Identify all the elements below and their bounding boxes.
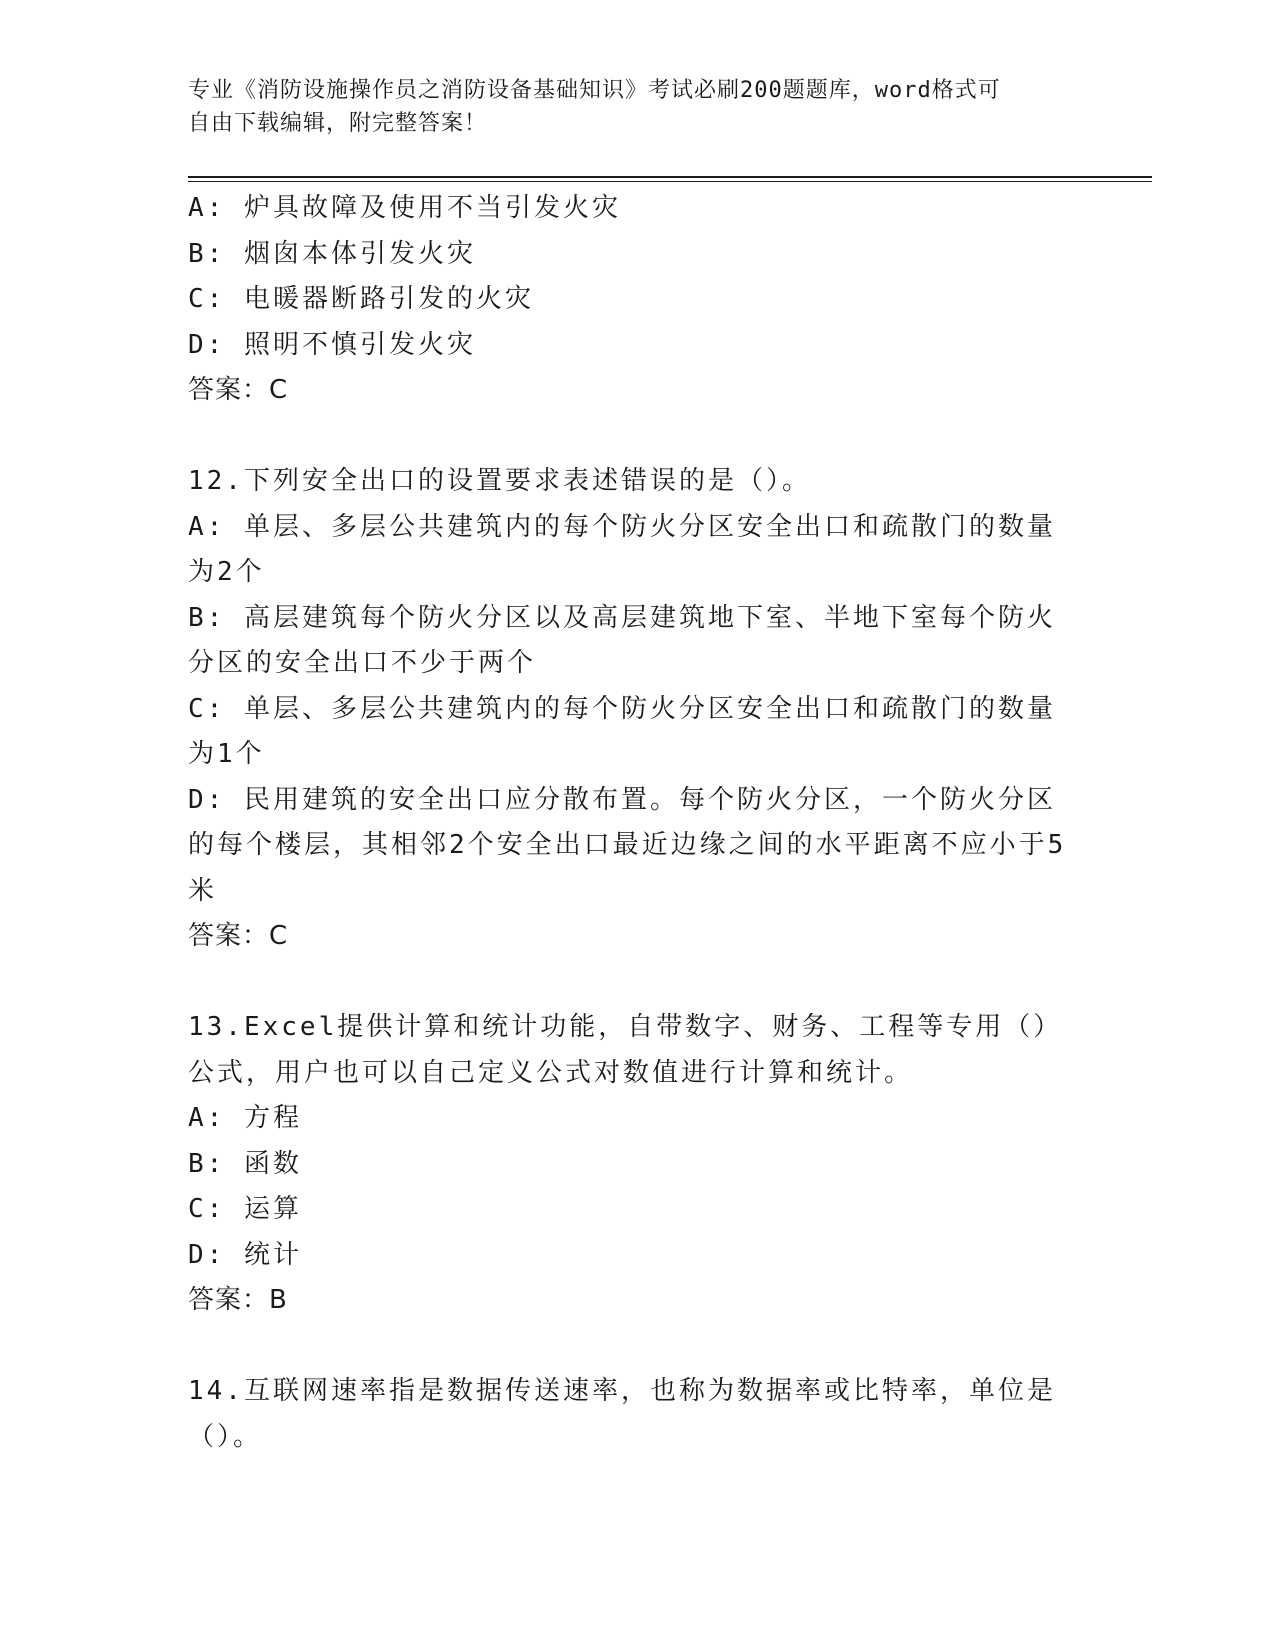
option-d: D: 民用建筑的安全出口应分散布置。每个防火分区，一个防火分区的每个楼层，其相邻2个安全出口最近边缘之间的水平距离不应小于5米 [188, 784, 1067, 906]
option-c: C: 电暖器断路引发的火灾 [188, 284, 534, 314]
option-c: C: 单层、多层公共建筑内的每个防火分区安全出口和疏散门的数量为1个 [188, 693, 1056, 769]
option-a: A: 单层、多层公共建筑内的每个防火分区安全出口和疏散门的数量为2个 [188, 511, 1056, 587]
document-body [188, 186, 1068, 1460]
option-d: D: 统计 [188, 1239, 302, 1270]
option-b: B: 函数 [188, 1148, 302, 1179]
question-gap [188, 960, 1068, 1006]
header-rule-thick [188, 176, 1152, 178]
question-12-block [188, 459, 1068, 960]
option-c: C: 运算 [188, 1194, 302, 1224]
answer-line: 答案：C [188, 921, 289, 951]
option-d: D: 照明不慎引发火灾 [188, 329, 476, 360]
answer-line: 答案：B [188, 1285, 288, 1315]
option-a: A: 炉具故障及使用不当引发火灾 [188, 193, 621, 223]
question-11-block [188, 186, 1068, 414]
option-b: B: 烟囱本体引发火灾 [188, 238, 476, 269]
question-text: 13.Excel提供计算和统计功能，自带数字、财务、工程等专用（）公式，用户也可以自己定义公式对数值进行计算和统计。 [188, 1012, 1063, 1088]
header-rule-thin [188, 181, 1152, 182]
question-gap [188, 414, 1068, 460]
option-a: A: 方程 [188, 1103, 302, 1133]
question-14-block [188, 1369, 1068, 1460]
question-text: 14.互联网速率指是数据传送速率，也称为数据率或比特率，单位是（）。 [188, 1376, 1056, 1452]
question-13-block [188, 1005, 1068, 1324]
header-line-1: 专业《消防设施操作员之消防设备基础知识》考试必刷200题题库，word格式可 [188, 78, 1001, 103]
document-header [188, 74, 1068, 140]
option-b: B: 高层建筑每个防火分区以及高层建筑地下室、半地下室每个防火分区的安全出口不少于两个 [188, 602, 1056, 678]
answer-line: 答案：C [188, 375, 289, 405]
header-line-2: 自由下载编辑，附完整答案！ [188, 111, 488, 136]
question-text: 12.下列安全出口的设置要求表述错误的是（）。 [188, 466, 811, 496]
question-gap [188, 1324, 1068, 1370]
